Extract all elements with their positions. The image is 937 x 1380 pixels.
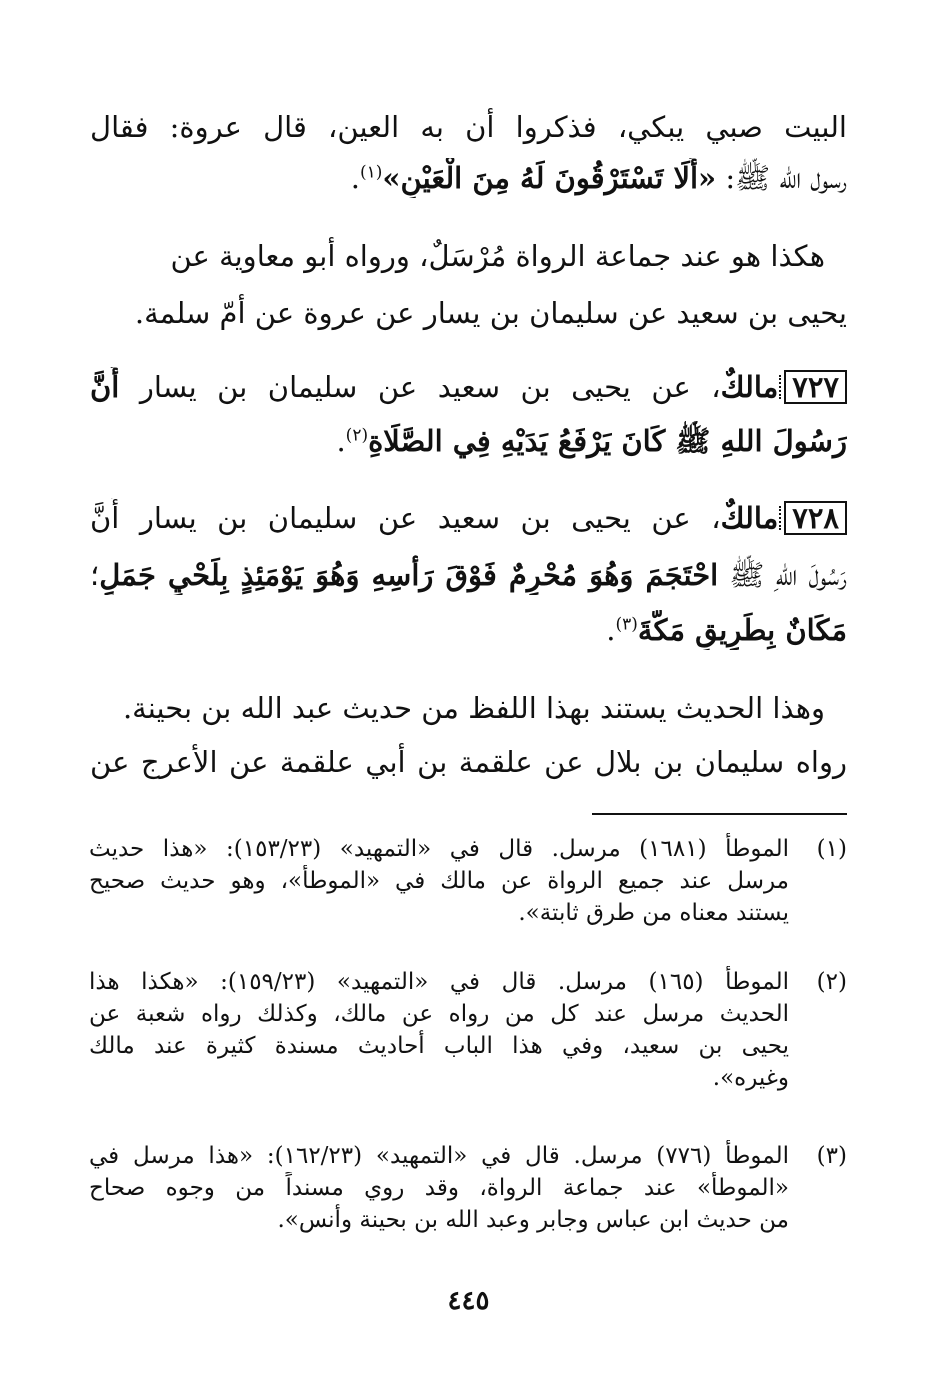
body-text: ؛ — [90, 558, 100, 592]
footnote-line: الموطأ (٧٧٦) مرسل. قال في «التمهيد» (١٦٢/٢٣): «هذا مرسل في — [89, 1143, 789, 1169]
footnote-label-1: (١) — [816, 836, 847, 862]
hadith-number-727: ٧٢٧ — [784, 370, 847, 404]
footnote-ref-3: (٣) — [615, 614, 638, 635]
hadith-number-728: ٧٢٨ — [784, 501, 847, 535]
body-text: يحيى بن سعيد عن سليمان بن يسار عن عروة عن أمّ سلمة. — [134, 296, 847, 330]
footnote-label-2: (٢) — [816, 969, 847, 995]
body-line-2 — [90, 158, 847, 198]
footnote-2 — [89, 966, 789, 1094]
body-line-10 — [90, 688, 825, 728]
hadith-728-line-1 — [90, 498, 847, 538]
hadith-text: رَسُولَ اللهِ ﷺ كَانَ يَرْفَعُ يَدَيْهِ فِي الصَّلَاةِ — [368, 424, 847, 458]
footnote-line: يحيى بن سعيد، وفي هذا الباب أحاديث مسندة كثيرة عند مالك — [89, 1033, 789, 1059]
body-text: . — [336, 424, 346, 458]
footnote-line: الموطأ (١٦٨١) مرسل. قال في «التمهيد» (١٥٣/٢٣): «هذا حديث — [89, 836, 789, 862]
body-text: البيت صبي يبكي، فذكروا أن به العين، قال عروة: فقال — [90, 110, 847, 144]
hadith-728-line-2 — [90, 555, 847, 595]
footnote-line: الحديث مرسل عند كل من رواه عن مالك، وكذلك رواه شعبة عن — [89, 1001, 789, 1027]
footnote-3 — [89, 1140, 789, 1236]
body-text: ، عن يحيى بن سعيد عن سليمان بن يسار — [119, 370, 721, 404]
footnote-line: يستند معناه من طرق ثابتة». — [518, 900, 789, 926]
body-text: رَسُولَ اللهِ ﷺ — [718, 558, 847, 592]
body-text: . — [606, 613, 616, 647]
hadith-text: أَنَّ — [90, 370, 120, 404]
narrator-name: مالكٌ — [720, 501, 779, 535]
body-text: هكذا هو عند جماعة الرواة مُرْسَلٌ، ورواه أبو معاوية عن — [170, 239, 825, 273]
footnote-line: وغيره». — [712, 1065, 789, 1091]
footnote-ref-1: (١) — [359, 162, 383, 183]
footnote-1 — [89, 833, 789, 929]
body-line-1 — [90, 107, 847, 147]
body-text: وهذا الحديث يستند بهذا اللفظ من حديث عبد الله بن بحينة. — [122, 691, 825, 725]
hadith-text: مَكَانٌ بِطَرِيقِ مَكَّةَ — [637, 613, 847, 647]
footnote-ref-2: (٢) — [345, 425, 369, 446]
footnote-label-3: (٣) — [816, 1143, 847, 1169]
footnote-line: الموطأ (١٦٥) مرسل. قال في «التمهيد» (١٥٩/٢٣): «هكذا هذا — [89, 969, 789, 995]
hadith-quote: «أَلَا تَسْتَرْقُونَ لَهُ مِنَ الْعَيْنِ» — [382, 161, 717, 195]
body-text: رسول الله ﷺ: — [716, 161, 847, 195]
page-number: ٤٤٥ — [447, 1286, 490, 1316]
body-text: . — [350, 161, 360, 195]
body-line-3 — [90, 236, 825, 276]
hadith-728-line-3 — [90, 610, 847, 650]
footnote-line: مرسل عند جميع الرواة عن مالك في «الموطأ»، وهو حديث صحيح — [89, 868, 789, 894]
body-text: ، عن يحيى بن سعيد عن سليمان بن يسار أَنَّ — [90, 501, 721, 535]
body-line-11 — [90, 742, 847, 782]
hadith-727-line-2 — [90, 421, 847, 461]
hadith-text: احْتَجَمَ وَهُوَ مُحْرِمٌ فَوْقَ رَأْسِهِ وَهُوَ يَوْمَئِذٍ بِلَحْيِ جَمَلٍ — [99, 558, 719, 592]
hadith-727-line-1 — [90, 367, 847, 407]
body-text: رواه سليمان بن بلال عن علقمة بن أبي علقمة عن الأعرج عن — [90, 745, 847, 779]
footnote-line: «الموطأ» عند جماعة الرواة، وقد روي مسنداً من وجوه صحاح — [89, 1175, 789, 1201]
narrator-name: مالكٌ — [720, 370, 779, 404]
footnote-line: من حديث ابن عباس وجابر وعبد الله بن بحينة وأنس». — [277, 1207, 789, 1233]
body-line-4 — [90, 293, 847, 333]
footnote-separator — [592, 813, 847, 815]
